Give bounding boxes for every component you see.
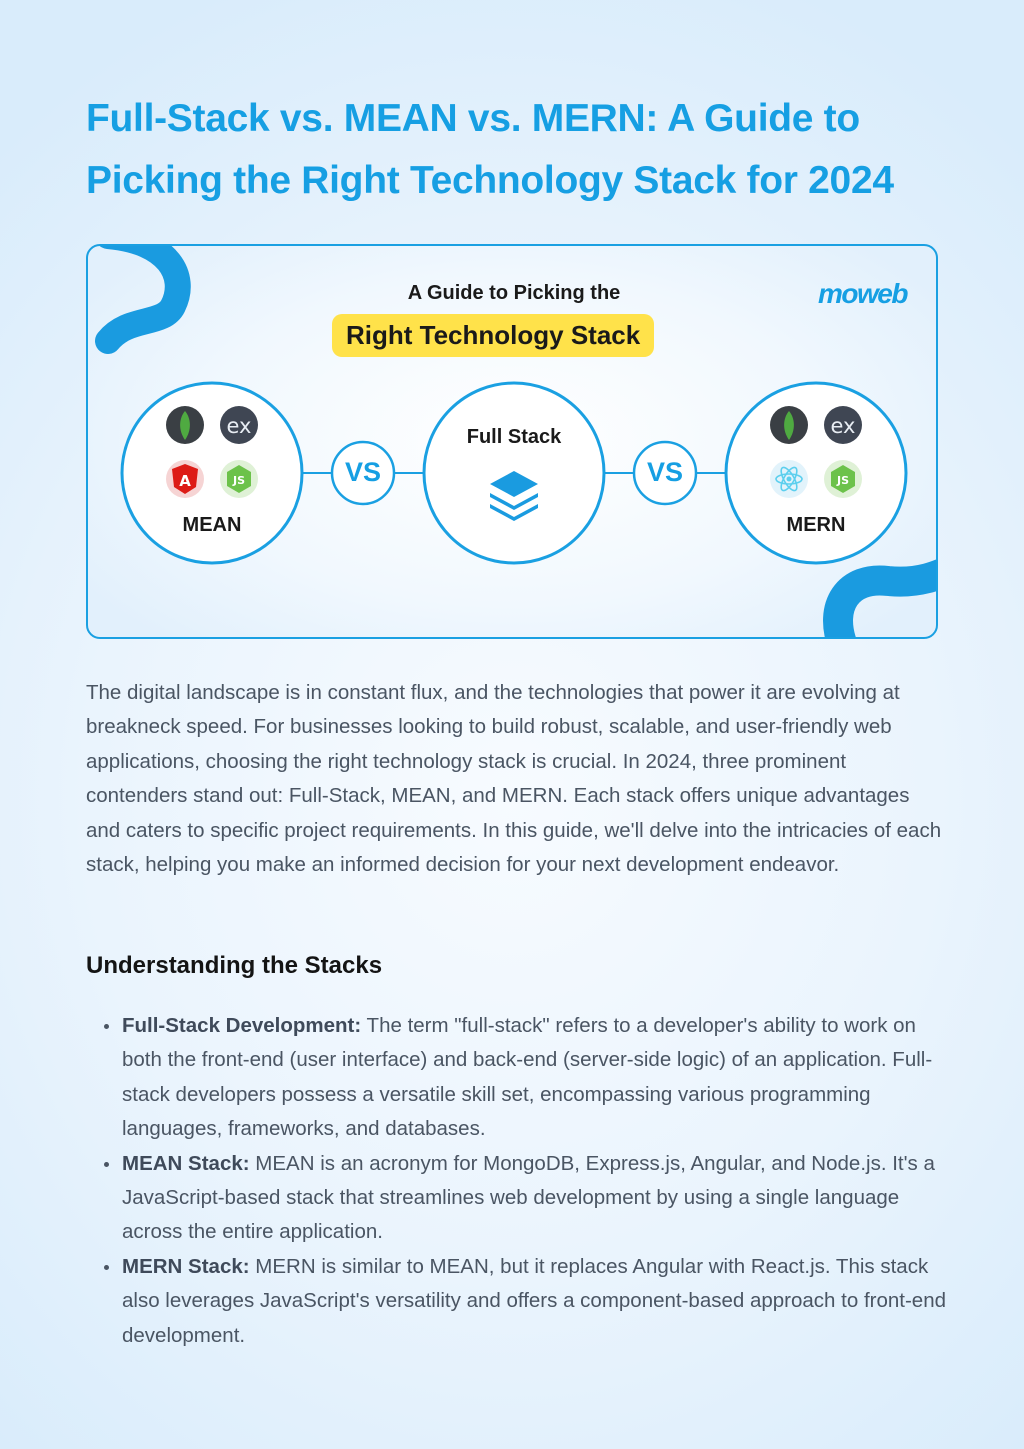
- list-item: [122, 1009, 952, 1147]
- hero-heading-line1: A Guide to Picking the: [407, 282, 621, 304]
- list-item: [122, 1147, 952, 1250]
- list-item-text: MERN is similar to MEAN, but it replaces Angular with React.js. This stack also leverages JavaScript's versatility and offers a component-based approach to front-end development.: [122, 1254, 946, 1347]
- svg-text:A: A: [179, 472, 191, 490]
- nodejs-icon: [824, 460, 862, 498]
- list-item-text: MEAN is an acronym for MongoDB, Express.js, Angular, and Node.js. It's a JavaScript-based stack that streamlines web development by using a single language across the entire application.: [122, 1151, 935, 1244]
- react-icon: [770, 460, 808, 498]
- stack-list: [122, 1009, 952, 1353]
- svg-text:JS: JS: [232, 474, 246, 487]
- hero-banner: [86, 244, 938, 639]
- express-icon: [824, 406, 862, 444]
- section-heading: Understanding the Stacks: [86, 952, 383, 979]
- mongodb-icon: [770, 406, 808, 444]
- page-title: Full-Stack vs. MEAN vs. MERN: A Guide to Picking the Right Technology Stack for 2024: [86, 97, 894, 202]
- hero-heading-line2: Right Technology Stack: [332, 314, 654, 357]
- svg-text:ex: ex: [830, 414, 856, 438]
- mean-label: MEAN: [182, 514, 242, 536]
- nodejs-icon: [220, 460, 258, 498]
- vs-label-left: VS: [344, 457, 382, 487]
- list-item-term: MERN Stack:: [122, 1254, 250, 1278]
- svg-text:ex: ex: [226, 414, 252, 438]
- list-item-term: Full-Stack Development:: [122, 1014, 362, 1037]
- angular-icon: [166, 460, 204, 498]
- list-item-term: MEAN Stack:: [122, 1151, 250, 1175]
- mern-label: MERN: [786, 514, 846, 536]
- fullstack-label: Full Stack: [466, 426, 562, 448]
- intro-paragraph: The digital landscape is in constant flux, and the technologies that power it are evolving at breakneck speed. For businesses looking to build robust, scalable, and user-friendly web applications, choosing the right technology stack is crucial. In 2024, three prominent contenders stand out: Full-Stack, MEAN, and MERN. Each stack offers unique advantages and caters to specific project requirements. In this guide, we'll delve into the intricacies of each stack, helping you make an informed decision for your next development endeavor.: [86, 681, 942, 877]
- brush-stroke-bottom: [838, 566, 938, 639]
- mongodb-icon: [166, 406, 204, 444]
- vs-label-right: VS: [646, 457, 684, 487]
- list-item-text: The term "full-stack" refers to a developer's ability to work on both the front-end (user interface) and back-end (server-side logic) of an application. Full-stack developers possess a versatile skill set, encompassing various programming languages, frameworks, and databases.: [122, 1014, 933, 1141]
- svg-text:JS: JS: [836, 474, 850, 487]
- list-item: [122, 1250, 952, 1353]
- express-icon: [220, 406, 258, 444]
- brand-logo: moweb: [818, 278, 907, 309]
